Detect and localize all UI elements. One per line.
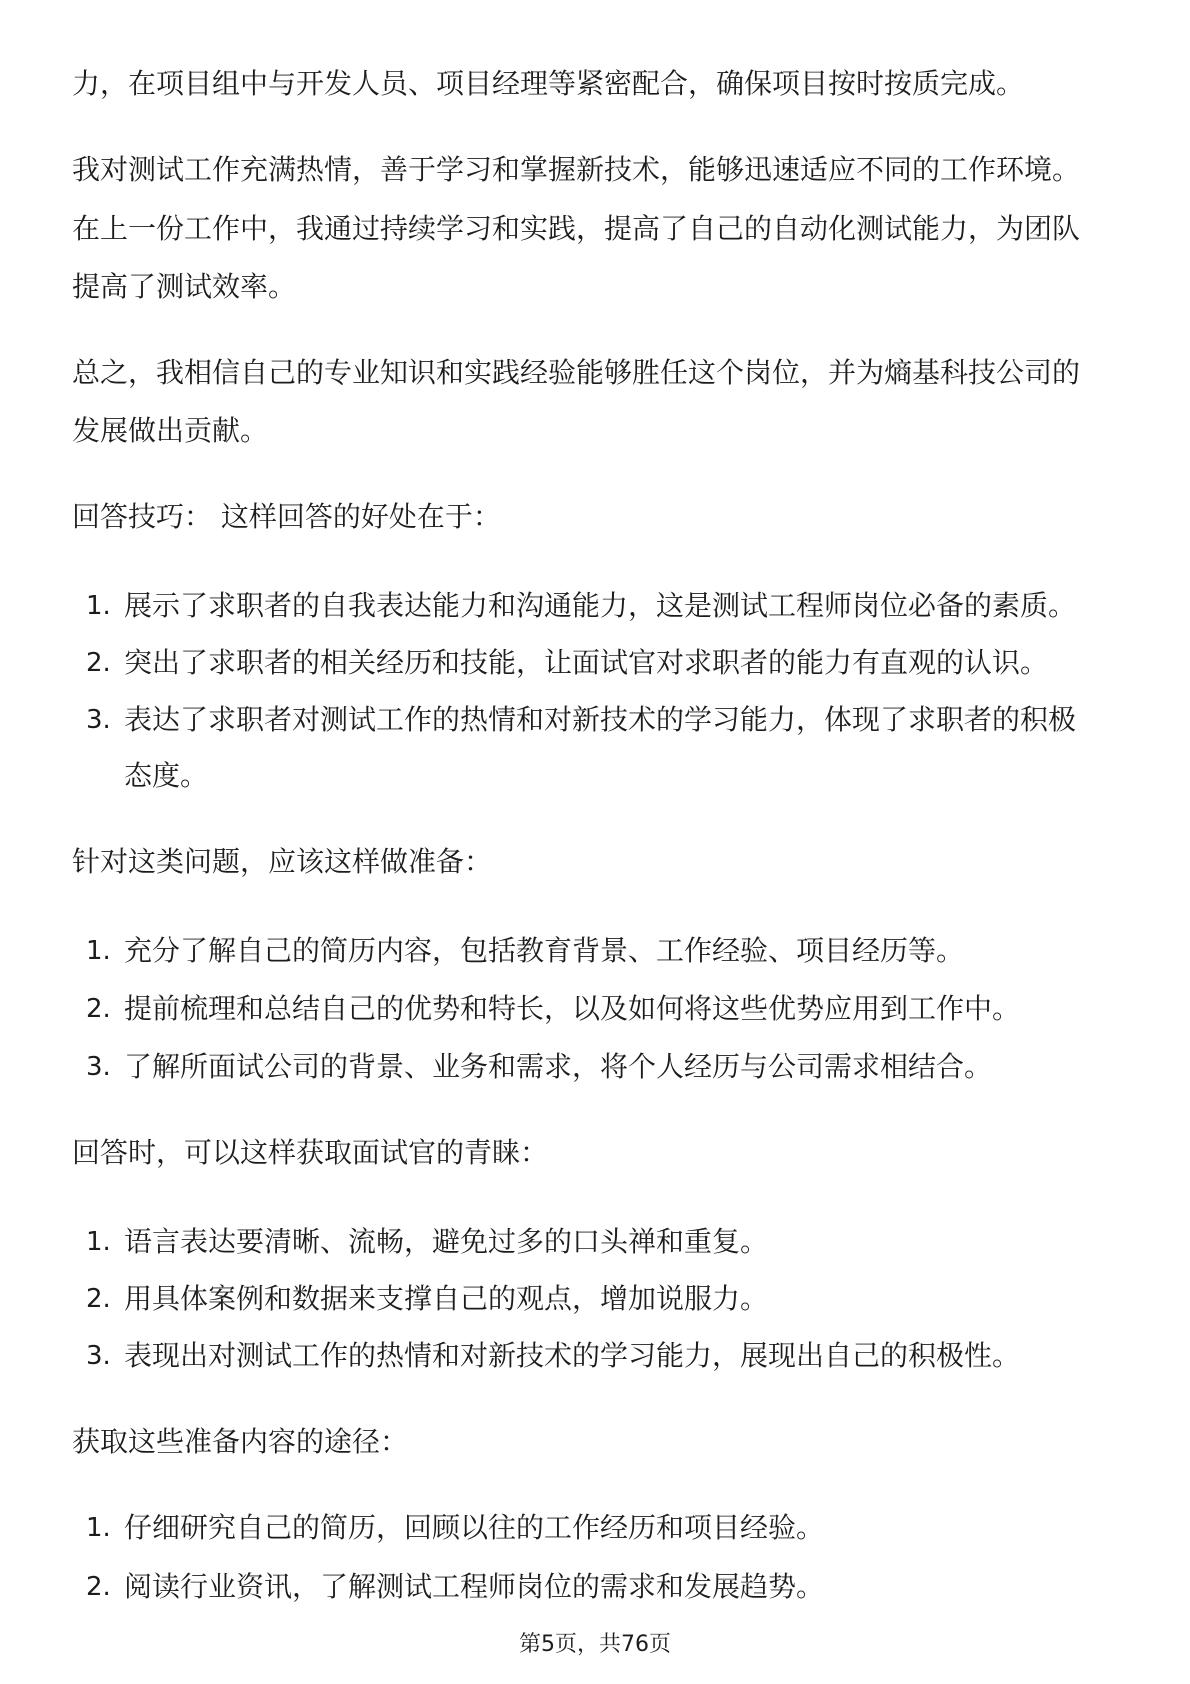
list-item-text: 充分了解自己的简历内容，包括教育背景、工作经验、项目经历等。 <box>124 934 965 967</box>
list-item-number: 1. <box>86 1513 111 1543</box>
list-item-text: 用具体案例和数据来支撑自己的观点，增加说服力。 <box>124 1282 769 1315</box>
sources-heading: 获取这些准备内容的途径： <box>72 1425 409 1458</box>
list-item-number: 1. <box>86 1227 111 1257</box>
list-item-text: 提前梳理和总结自己的优势和特长，以及如何将这些优势应用到工作中。 <box>124 992 1021 1025</box>
list-item-text: 阅读行业资讯，了解测试工程师岗位的需求和发展趋势。 <box>124 1570 825 1603</box>
list-item-text: 表达了求职者对测试工作的热情和对新技术的学习能力，体现了求职者的积极 <box>124 703 1077 736</box>
list-item-number: 2. <box>86 1572 111 1602</box>
list-item-text: 了解所面试公司的背景、业务和需求，将个人经历与公司需求相结合。 <box>124 1050 993 1083</box>
list-item-text: 仔细研究自己的简历，回顾以往的工作经历和项目经验。 <box>124 1511 825 1544</box>
list-item-number: 2. <box>86 994 111 1024</box>
intro-continuation-line: 力，在项目组中与开发人员、项目经理等紧密配合，确保项目按时按质完成。 <box>72 67 1025 100</box>
list-item-number: 1. <box>86 591 111 621</box>
list-item-text: 展示了求职者的自我表达能力和沟通能力，这是测试工程师岗位必备的素质。 <box>124 589 1077 622</box>
list-item-number: 3. <box>86 1052 111 1082</box>
page-number-footer: 第5页，共76页 <box>519 1632 671 1657</box>
tips-heading: 回答技巧： 这样回答的好处在于： <box>72 500 501 533</box>
summary-paragraph-line: 总之，我相信自己的专业知识和实践经验能够胜任这个岗位，并为熵基科技公司的 <box>72 356 1081 389</box>
summary-paragraph-line: 发展做出贡献。 <box>72 414 269 447</box>
list-item-text: 突出了求职者的相关经历和技能，让面试官对求职者的能力有直观的认识。 <box>124 646 1049 679</box>
list-item-number: 1. <box>86 936 111 966</box>
impress-heading: 回答时，可以这样获取面试官的青睐： <box>72 1136 549 1169</box>
list-item-number: 3. <box>86 705 111 735</box>
list-item-text: 态度。 <box>124 759 209 792</box>
list-item-number: 3. <box>86 1341 111 1371</box>
list-item-number: 2. <box>86 1284 111 1314</box>
list-item-text: 表现出对测试工作的热情和对新技术的学习能力，展现出自己的积极性。 <box>124 1339 1021 1372</box>
list-item-number: 2. <box>86 648 111 678</box>
list-item-text: 语言表达要清晰、流畅，避免过多的口头禅和重复。 <box>124 1225 769 1258</box>
passion-paragraph-line: 提高了测试效率。 <box>72 270 297 303</box>
passion-paragraph-line: 在上一份工作中，我通过持续学习和实践，提高了自己的自动化测试能力，为团队 <box>72 212 1081 245</box>
preparation-heading: 针对这类问题，应该这样做准备： <box>72 845 493 878</box>
passion-paragraph-line: 我对测试工作充满热情，善于学习和掌握新技术，能够迅速适应不同的工作环境。 <box>72 153 1081 186</box>
